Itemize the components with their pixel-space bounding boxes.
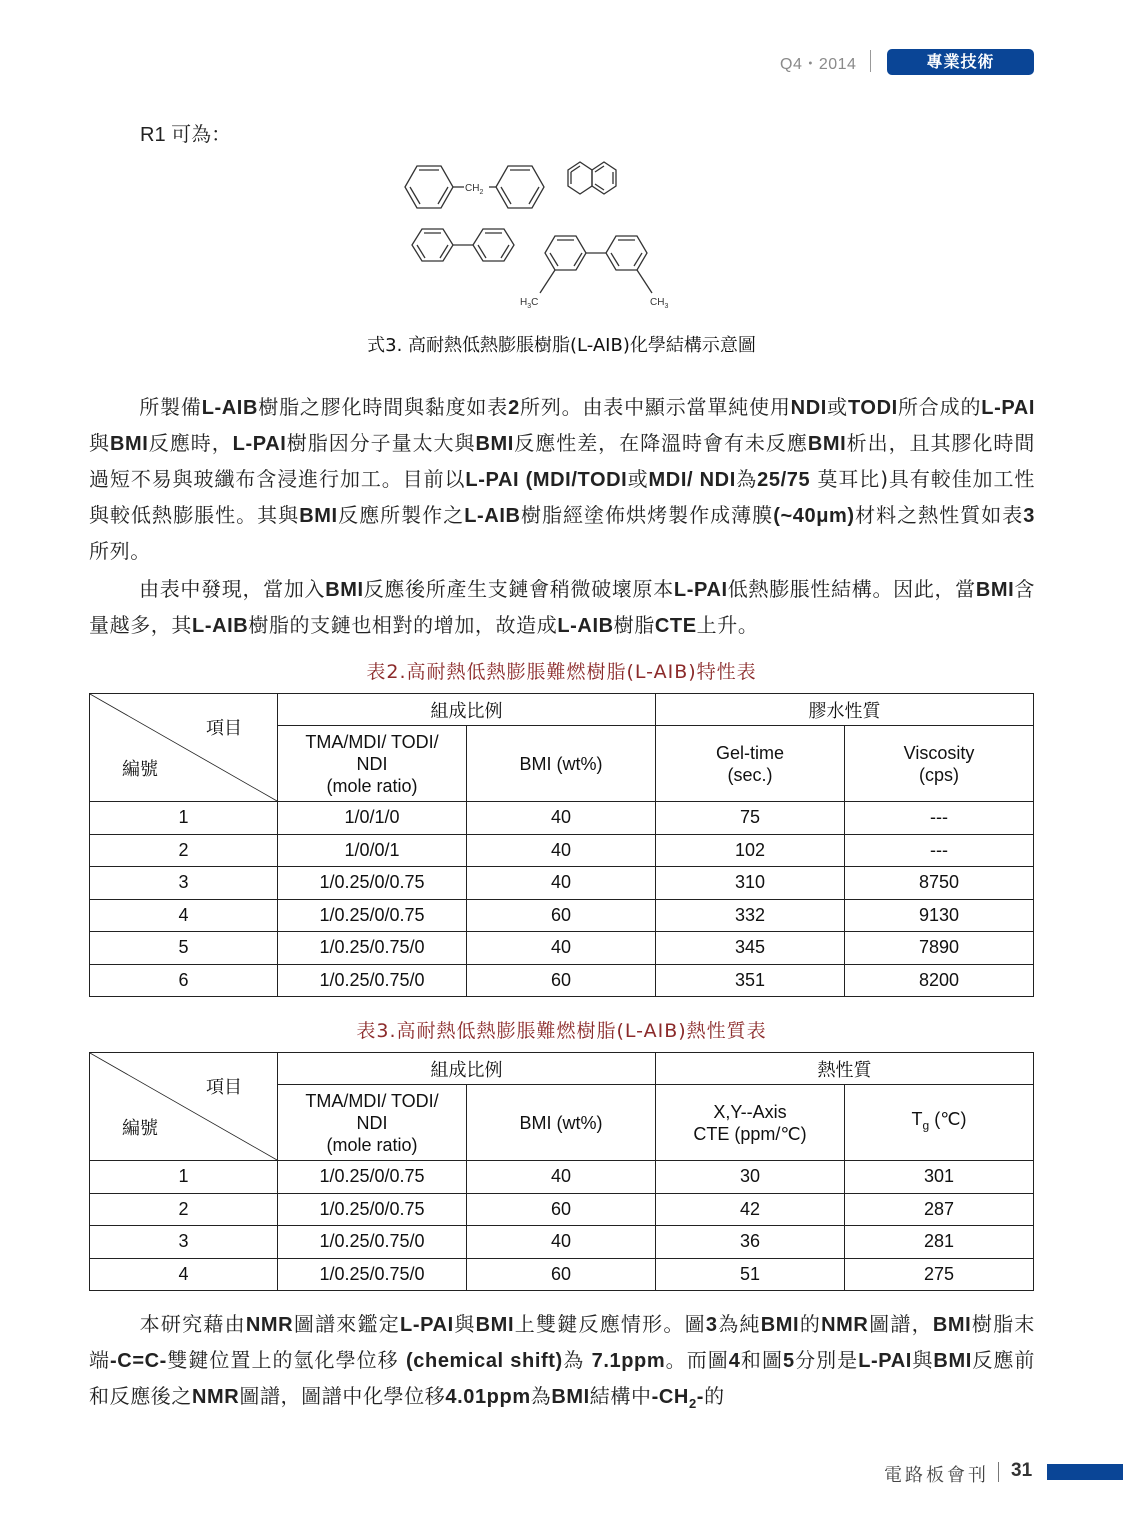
table2-corner-cell [90,694,278,802]
table2-group-composition: 組成比例 [278,694,656,726]
header-divider [870,50,871,72]
r1-label: R1 可為： [140,124,232,146]
table3-col-mole-ratio: TMA/MDI/ TODI/ NDI (mole ratio) [278,1085,467,1161]
table-row: 1 1/0.25/0/0.75 40 30 301 [90,1161,1034,1194]
biphenyl-icon [412,229,514,261]
figure-caption: 式3. 高耐熱低熱膨脹樹脂(L-AIB)化學結構示意圖 [367,335,756,356]
table-row: 5 1/0.25/0.75/0 40 345 7890 [90,932,1034,965]
dimethylbiphenyl-icon [540,236,652,293]
paragraph-2: 由表中發現，當加入BMI反應後所產生支鏈會稍微破壞原本L-PAI低熱膨脹性結構。因此，當BMI含量越多，其L-AIB樹脂的支鏈也相對的增加，故造成L-AIB樹脂CTE上升。 [89,577,1036,637]
chemical-structures-figure [390,150,670,315]
table3-col-bmi: BMI (wt%) [467,1085,656,1161]
naphthalene-icon [568,162,616,194]
table3-col-tg: $T_g$ (℃) [845,1085,1034,1161]
diagonal-line [90,694,277,801]
table2-col-mole-ratio: TMA/MDI/ TODI/ NDI (mole ratio) [278,726,467,802]
journal-name: 電路板會刊 [884,1465,989,1486]
table-row: 3 1/0.25/0.75/0 40 36 281 [90,1226,1034,1259]
diagonal-line [90,1053,277,1160]
table2-col-gel-time: Gel-time (sec.) [656,726,845,802]
table2-col-viscosity: Viscosity (cps) [845,726,1034,802]
corner-number-label: 編號 [122,759,158,780]
ch2-label: $CH_2$ [465,183,484,196]
table3-caption: 表3.高耐熱低熱膨脹難燃樹脂(L-AIB)熱性質表 [356,1020,767,1042]
paragraph-1: 所製備L-AIB樹脂之膠化時間與黏度如表2所列。由表中顯示當單純使用NDI或TODI所合成的L-PAI與BMI反應時，L-PAI樹脂因分子量太大與BMI反應性差，在降溫時會有未反應BMI析出，且其膠化時間過短不易與玻纖布含浸進行加工。目前以L-PAI (MDI/TODI或MDI/ NDI為25/75 莫耳比)具有較佳加工性與較低熱膨脹性。其與BMI反應所製作之L-AIB樹脂經塗佈烘烤製作成薄膜(~40μm)材料之熱性質如表3所列。 [89,395,1036,563]
benzene-ring-icon [405,166,453,208]
table2-group-glue-properties: 膠水性質 [656,694,1034,726]
table-row: 4 1/0.25/0/0.75 60 332 9130 [90,899,1034,932]
table3-col-cte: X,Y--Axis CTE (ppm/℃) [656,1085,845,1161]
table3-corner-cell [90,1053,278,1161]
chemical-structures-svg [390,150,670,315]
table-row: 2 1/0/0/1 40 102 --- [90,834,1034,867]
table-row: 3 1/0.25/0/0.75 40 310 8750 [90,867,1034,900]
table2-col-bmi: BMI (wt%) [467,726,656,802]
paragraph-3: 本研究藉由NMR圖譜來鑑定L-PAI與BMI上雙鍵反應情形。圖3為純BMI的NMR圖譜，BMI樹脂末端-C=C-雙鍵位置上的氫化學位移 (chemical shift)為 7.1ppm。而圖4和圖5分別是L-PAI與BMI反應前和反應後之NMR圖譜，圖譜中化學位移4.01ppm為BMI結構中$-CH_2-$的 [89,1312,1036,1411]
table-row: 2 1/0.25/0/0.75 60 42 287 [90,1193,1034,1226]
corner-number-label: 編號 [122,1118,158,1139]
table3-group-composition: 組成比例 [278,1053,656,1085]
table-row: 6 1/0.25/0.75/0 60 351 8200 [90,964,1034,997]
corner-item-label: 項目 [206,1077,242,1098]
table2-caption: 表2.高耐熱低熱膨脹難燃樹脂(L-AIB)特性表 [366,661,757,683]
table-row: 1 1/0/1/0 40 75 --- [90,802,1034,835]
footer-accent-bar [1047,1464,1123,1480]
h3c-label: $H_3C$ [520,297,539,310]
table-row: 4 1/0.25/0.75/0 60 51 275 [90,1258,1034,1291]
section-badge: 專業技術 [887,49,1034,75]
table2-properties [89,693,1034,997]
table3-thermal-properties [89,1052,1034,1291]
table3-group-thermal: 熱性質 [656,1053,1034,1085]
footer-divider [998,1462,999,1482]
page-number: 31 [1011,1460,1033,1481]
ch3-label: $CH_3$ [650,297,669,310]
issue-label: Q4・2014 [780,56,857,73]
corner-item-label: 項目 [206,718,242,739]
